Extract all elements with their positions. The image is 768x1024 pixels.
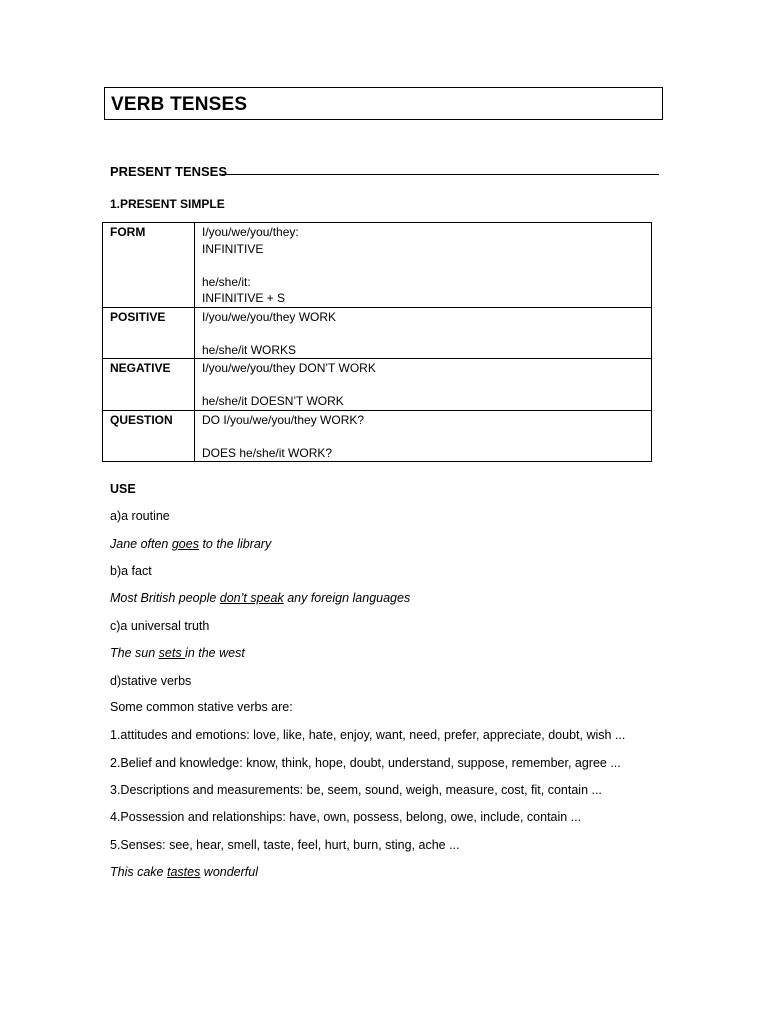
example-verb: don’t speak <box>219 591 284 605</box>
subsection-heading: 1.PRESENT SIMPLE <box>110 197 225 211</box>
use-fact: b)a fact <box>110 564 152 578</box>
example-text: Most British people <box>110 591 220 605</box>
row-label: FORM <box>103 223 195 308</box>
example-text: any foreign languages <box>283 591 411 605</box>
use-routine: a)a routine <box>110 509 170 523</box>
row-line: I/you/we/you/they DON’T WORK <box>202 361 376 375</box>
row-line: he/she/it: <box>202 274 251 289</box>
example-verb: tastes <box>166 865 201 879</box>
stative-item: 1.attitudes and emotions: love, like, hate, enjoy, want, need, prefer, appreciate, doubt, wish ... <box>110 728 626 742</box>
row-line: DOES he/she/it WORK? <box>202 445 333 460</box>
document-title: VERB TENSES <box>111 94 248 115</box>
stative-item: 4.Possession and relationships: have, own, possess, belong, owe, include, contain ... <box>110 810 582 824</box>
row-label: QUESTION <box>103 410 195 462</box>
use-stative: d)stative verbs <box>110 674 192 688</box>
row-label: POSITIVE <box>103 307 195 359</box>
row-gap <box>202 428 645 445</box>
example-text: to the library <box>198 537 272 551</box>
table-row <box>103 307 652 359</box>
row-content <box>195 223 652 308</box>
routine-example <box>110 537 271 551</box>
stative-item: 3.Descriptions and measurements: be, seem, sound, weigh, measure, cost, fit, contain ... <box>110 783 602 797</box>
use-truth: c)a universal truth <box>110 619 210 633</box>
example-text: Jane often <box>110 537 172 551</box>
row-line: I/you/we/you/they WORK <box>202 309 337 324</box>
row-line: DO I/you/we/you/they WORK? <box>202 412 365 427</box>
table-row <box>103 410 652 462</box>
row-label: NEGATIVE <box>103 359 195 411</box>
title-box <box>104 87 663 120</box>
row-content <box>195 410 652 462</box>
row-line: he/she/it DOESN’T WORK <box>202 394 344 408</box>
example-text: This cake <box>110 865 167 879</box>
table-row <box>103 359 652 411</box>
example-verb: goes <box>171 537 199 551</box>
stative-intro: Some common stative verbs are: <box>110 700 293 714</box>
example-verb: sets <box>158 646 186 660</box>
row-gap <box>202 325 645 342</box>
table-row <box>103 223 652 308</box>
stative-item: 2.Belief and knowledge: know, think, hope, doubt, understand, suppose, remember, agree ... <box>110 756 621 770</box>
row-line: INFINITIVE + S <box>202 291 286 305</box>
example-text: in the west <box>185 646 245 660</box>
example-text: wonderful <box>200 865 259 879</box>
example-text: The sun <box>110 646 159 660</box>
forms-table <box>102 222 652 462</box>
row-content <box>195 359 652 411</box>
section-heading: PRESENT TENSES <box>110 164 228 179</box>
row-gap <box>202 377 645 394</box>
senses-example <box>110 865 258 879</box>
row-gap <box>202 257 645 274</box>
row-line: I/you/we/you/they: <box>202 225 299 239</box>
row-content <box>195 307 652 359</box>
fact-example <box>110 591 410 605</box>
truth-example <box>110 646 245 660</box>
row-line: INFINITIVE <box>202 241 264 256</box>
row-line: he/she/it WORKS <box>202 342 297 357</box>
stative-item: 5.Senses: see, hear, smell, taste, feel, hurt, burn, sting, ache ... <box>110 838 460 852</box>
use-heading: USE <box>110 482 136 496</box>
section-rule <box>222 174 659 175</box>
